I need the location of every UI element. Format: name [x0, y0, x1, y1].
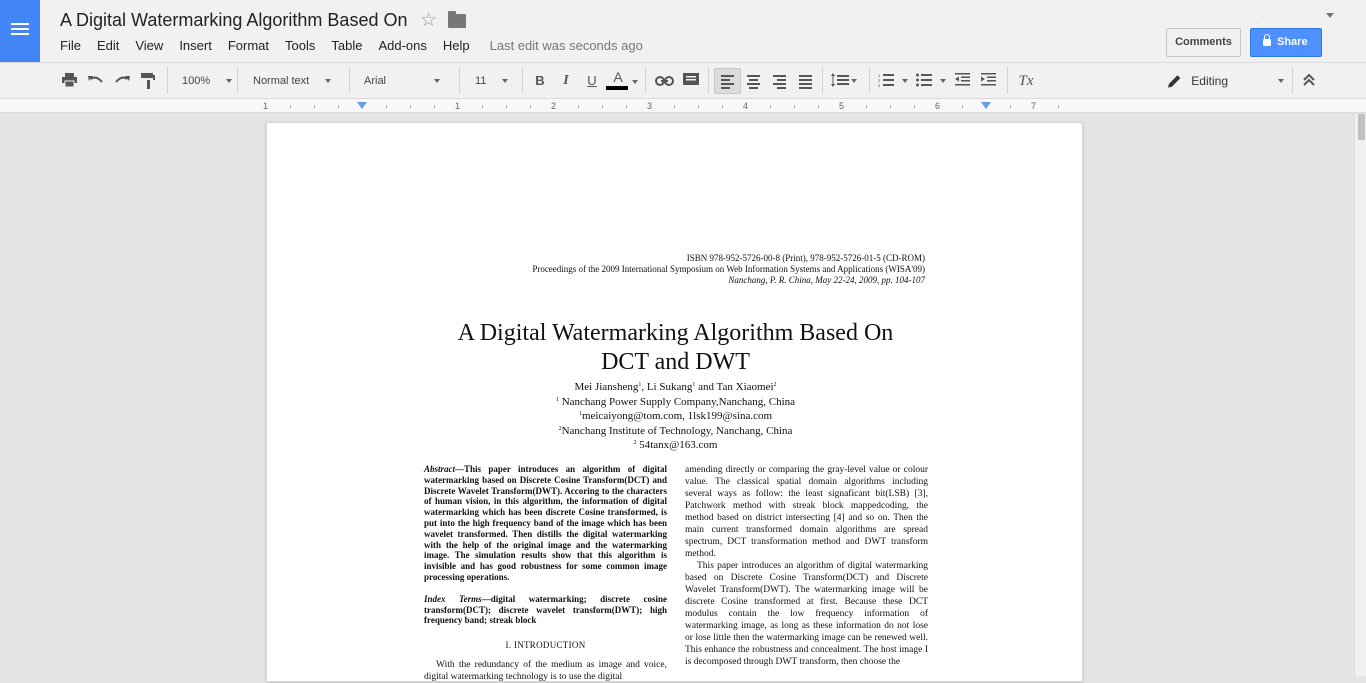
- account-name[interactable]: · · · ·: [1262, 12, 1303, 22]
- paper-header: [532, 253, 925, 286]
- email-1-text: meicaiyong@tom.com, 1lsk199@sina.com: [581, 410, 773, 422]
- right-paragraph-2: This paper introduces an algorithm of digital watermarking based on Discrete Cosine Transform(DCT) and Discrete Wavelet Transform(DWT). The watermarking image will be discrete Cosine transformed at first. Because these DCT modulus contain the low frequency information of watermarking image, as long as these information do not lose or lose little then the watermarking image can be renewed well. This enhance the robustness and concealment. The host image I is decomposed through DWT transform, then choose the: [685, 561, 928, 667]
- document-title[interactable]: A Digital Watermarking Algorithm Based On: [60, 10, 408, 30]
- right-column: [685, 464, 928, 668]
- ruler-number: 1: [263, 101, 269, 111]
- chevron-down-icon: [325, 79, 331, 83]
- paragraph-style-select[interactable]: [253, 63, 343, 98]
- index-terms-label: Index Terms: [424, 593, 482, 604]
- star-icon[interactable]: ☆: [420, 10, 438, 31]
- ruler-tick: [386, 105, 387, 108]
- toolbar-separator: [522, 67, 523, 94]
- ruler-number: 7: [1031, 101, 1037, 111]
- authors-block: [267, 379, 1084, 452]
- index-terms: [424, 594, 667, 626]
- align-center-icon[interactable]: [747, 75, 760, 91]
- toolbar-separator: [708, 67, 709, 94]
- paper-title-line-1: A Digital Watermarking Algorithm Based On: [457, 320, 894, 346]
- affiliation-2-sup: 2: [558, 425, 562, 432]
- svg-text:2: 2: [878, 78, 881, 83]
- share-label: Share: [1277, 36, 1308, 48]
- toolbar-separator: [459, 67, 460, 94]
- text-color-label: A: [613, 69, 623, 85]
- ruler-tick: [506, 105, 507, 108]
- toolbar-separator: [167, 67, 168, 94]
- numbered-list-icon[interactable]: [878, 73, 908, 89]
- print-icon[interactable]: [62, 73, 77, 89]
- document-page[interactable]: [266, 122, 1083, 682]
- toolbar-separator: [869, 67, 870, 94]
- ruler-tick: [314, 105, 315, 108]
- zoom-select[interactable]: [182, 63, 232, 98]
- ruler-tick: [770, 105, 771, 108]
- ruler-number: 5: [839, 101, 845, 111]
- left-indent-marker[interactable]: [357, 102, 367, 109]
- increase-indent-icon[interactable]: [981, 73, 996, 89]
- toolbar-separator: [349, 67, 350, 94]
- font-size-select[interactable]: [475, 63, 515, 98]
- menu-bar: [60, 38, 643, 56]
- affiliation-1-sup: 1: [555, 396, 559, 403]
- right-paragraph-1: amending directly or comparing the gray-level value or colour value. The classical spatial domain algorithms including several ways as follow: the least signaficant bit(LSB) [3], Patchwork method with streak block mappedcoding, the method based on district intersecting [4] and so on. Then the main current transformed domain algorithms are spread spectrum, DCT transformation method and DWT transform method.: [685, 465, 928, 559]
- redo-icon[interactable]: [114, 73, 130, 89]
- ruler-tick: [602, 105, 603, 108]
- ruler-tick: [722, 105, 723, 108]
- abstract-text: —This paper introduces an algorithm of digital watermarking based on Discrete Cosine Transform(DCT) and Discrete Wavelet Transform(DWT). Accoring to the characters of human vision, in this algorithm, the information of digital watermarking which has been discrete Cosine transformed, is put into the high frequency band of the image which has been wavelet transformed. Then distills the digital watermarking with the help of the original image and the watermarking image. The simulation results show that this algorithm is invisible and has good robustness for some common image processing operations.: [424, 464, 667, 582]
- comments-button[interactable]: Comments: [1166, 28, 1241, 57]
- affiliation-2: [267, 423, 1084, 437]
- ruler-tick: [338, 105, 339, 108]
- email-1: [267, 408, 1084, 422]
- svg-text:1: 1: [878, 73, 881, 78]
- toolbar-separator: [1292, 67, 1293, 94]
- docs-home-icon[interactable]: [0, 0, 40, 62]
- text-color-button[interactable]: [606, 70, 630, 92]
- toolbar-separator: [1007, 67, 1008, 94]
- align-justify-icon[interactable]: [799, 75, 812, 91]
- formatting-toolbar: [0, 62, 1366, 99]
- toolbar-separator: [822, 67, 823, 94]
- ruler[interactable]: [0, 99, 1366, 113]
- menu-table[interactable]: Table: [331, 38, 363, 53]
- undo-icon[interactable]: [88, 73, 104, 89]
- ruler-tick: [962, 105, 963, 108]
- menu-view[interactable]: View: [135, 38, 164, 53]
- ruler-number: 4: [743, 101, 749, 111]
- ruler-tick: [1058, 105, 1059, 108]
- chevron-down-icon: [502, 79, 508, 83]
- decrease-indent-icon[interactable]: [955, 73, 970, 89]
- chevron-down-icon: [434, 79, 440, 83]
- last-edit-status[interactable]: Last edit was seconds ago: [489, 38, 643, 53]
- folder-icon[interactable]: [448, 14, 466, 28]
- ruler-tick: [626, 105, 627, 108]
- ruler-tick: [434, 105, 435, 108]
- lock-icon: [1263, 39, 1271, 46]
- author-2-sup: 1: [692, 382, 696, 388]
- toolbar-separator: [237, 67, 238, 94]
- ruler-number: 2: [551, 101, 557, 111]
- toolbar-separator: [645, 67, 646, 94]
- ruler-tick: [914, 105, 915, 108]
- ruler-tick: [290, 105, 291, 108]
- bold-button[interactable]: B: [535, 73, 545, 88]
- vertical-scrollbar[interactable]: [1354, 114, 1366, 676]
- menu-addons[interactable]: Add-ons: [378, 38, 427, 53]
- email-2: [267, 437, 1084, 451]
- menu-insert[interactable]: Insert: [179, 38, 212, 53]
- author-2: , Li Sukang: [641, 381, 693, 393]
- isbn-line: ISBN 978-952-5726-00-8 (Print), 978-952-5726-01-5 (CD-ROM): [686, 253, 925, 263]
- chevron-down-icon: [851, 79, 857, 83]
- chevron-down-icon: [902, 79, 908, 83]
- venue-line: Nanchang, P. R. China, May 22-24, 2009, pp. 104-107: [728, 275, 925, 285]
- document-canvas[interactable]: [0, 114, 1354, 682]
- align-right-icon[interactable]: [773, 75, 786, 91]
- menu-file[interactable]: File: [60, 38, 81, 53]
- affiliation-1-text: Nanchang Power Supply Company,Nanchang, China: [561, 395, 796, 408]
- bulleted-list-icon[interactable]: [916, 73, 946, 89]
- ruler-tick: [482, 105, 483, 108]
- editing-mode-value: Editing: [1191, 73, 1228, 88]
- affiliation-2-text: Nanchang Institute of Technology, Nanchang, China: [561, 424, 793, 437]
- paper-title-line-2: DCT and DWT: [601, 349, 750, 375]
- ruler-tick: [410, 105, 411, 108]
- ruler-tick: [1010, 105, 1011, 108]
- text-color-swatch: [606, 86, 628, 90]
- abstract-label: Abstract: [424, 464, 456, 474]
- align-left-icon[interactable]: [721, 75, 734, 91]
- share-button[interactable]: [1250, 28, 1322, 57]
- menu-help[interactable]: Help: [442, 38, 470, 53]
- email-2-sup: 2: [633, 440, 637, 446]
- chevron-down-icon[interactable]: [632, 80, 638, 84]
- link-icon[interactable]: [655, 73, 674, 89]
- paragraph-style-value: Normal text: [253, 74, 310, 87]
- zoom-value: 100%: [182, 74, 211, 87]
- font-select[interactable]: [364, 63, 448, 98]
- ruler-tick: [698, 105, 699, 108]
- author-1: Mei Jiansheng: [574, 381, 639, 393]
- docs-header: [0, 0, 1366, 62]
- editing-mode-select[interactable]: [1168, 63, 1284, 98]
- left-column: [424, 464, 667, 683]
- abstract: [424, 464, 667, 583]
- ruler-tick: [890, 105, 891, 108]
- chevron-down-icon: [940, 79, 946, 83]
- section-heading: I. INTRODUCTION: [505, 640, 586, 651]
- scrollbar-thumb[interactable]: [1358, 114, 1365, 140]
- author-1-sup: 1: [638, 382, 642, 388]
- collapse-toolbar-icon[interactable]: [1302, 73, 1316, 89]
- chevron-down-icon: [226, 79, 232, 83]
- email-2-text: 54tanx@163.com: [639, 439, 718, 451]
- ruler-tick: [818, 105, 819, 108]
- svg-text:3: 3: [878, 83, 881, 87]
- comment-icon[interactable]: [683, 73, 699, 89]
- line-spacing-icon[interactable]: [831, 73, 861, 89]
- intro-paragraph: With the redundancy of the medium as image and voice, digital watermarking technology is to use the digital: [424, 659, 667, 682]
- ruler-tick: [674, 105, 675, 108]
- paint-format-icon[interactable]: [141, 73, 155, 89]
- ruler-tick: [530, 105, 531, 108]
- account-chevron-down-icon[interactable]: [1326, 13, 1334, 18]
- right-indent-marker[interactable]: [981, 102, 991, 109]
- author-3: and Tan Xiaomei: [695, 381, 774, 393]
- clear-formatting-button[interactable]: Tx: [1018, 73, 1034, 89]
- pencil-icon: [1168, 74, 1181, 88]
- paper-title: [267, 319, 1084, 377]
- font-size-value: 11: [475, 74, 487, 87]
- ruler-number: 6: [935, 101, 941, 111]
- menu-format[interactable]: Format: [227, 38, 269, 53]
- menu-tools[interactable]: Tools: [285, 38, 316, 53]
- author-3-sup: 2: [773, 382, 777, 388]
- chevron-down-icon: [1278, 79, 1284, 83]
- font-value: Arial: [364, 74, 387, 87]
- affiliation-1: [267, 394, 1084, 408]
- email-1-sup: 1: [578, 411, 582, 417]
- proceedings-line: Proceedings of the 2009 International Symposium on Web Information Systems and Applications (WISA'09): [532, 264, 925, 274]
- menu-lines-icon: [11, 23, 29, 38]
- ruler-number: 1: [455, 101, 461, 111]
- ruler-tick: [578, 105, 579, 108]
- ruler-track: [263, 101, 1083, 111]
- ruler-tick: [794, 105, 795, 108]
- ruler-number: 3: [647, 101, 653, 111]
- ruler-tick: [866, 105, 867, 108]
- underline-button[interactable]: U: [587, 73, 597, 88]
- author-names: [267, 379, 1084, 393]
- index-terms-text: —digital watermarking; discrete cosine transform(DCT); discrete wavelet transform(DWT); high frequency band; streak block: [424, 593, 667, 626]
- italic-button[interactable]: I: [563, 73, 569, 88]
- menu-edit[interactable]: Edit: [96, 38, 120, 53]
